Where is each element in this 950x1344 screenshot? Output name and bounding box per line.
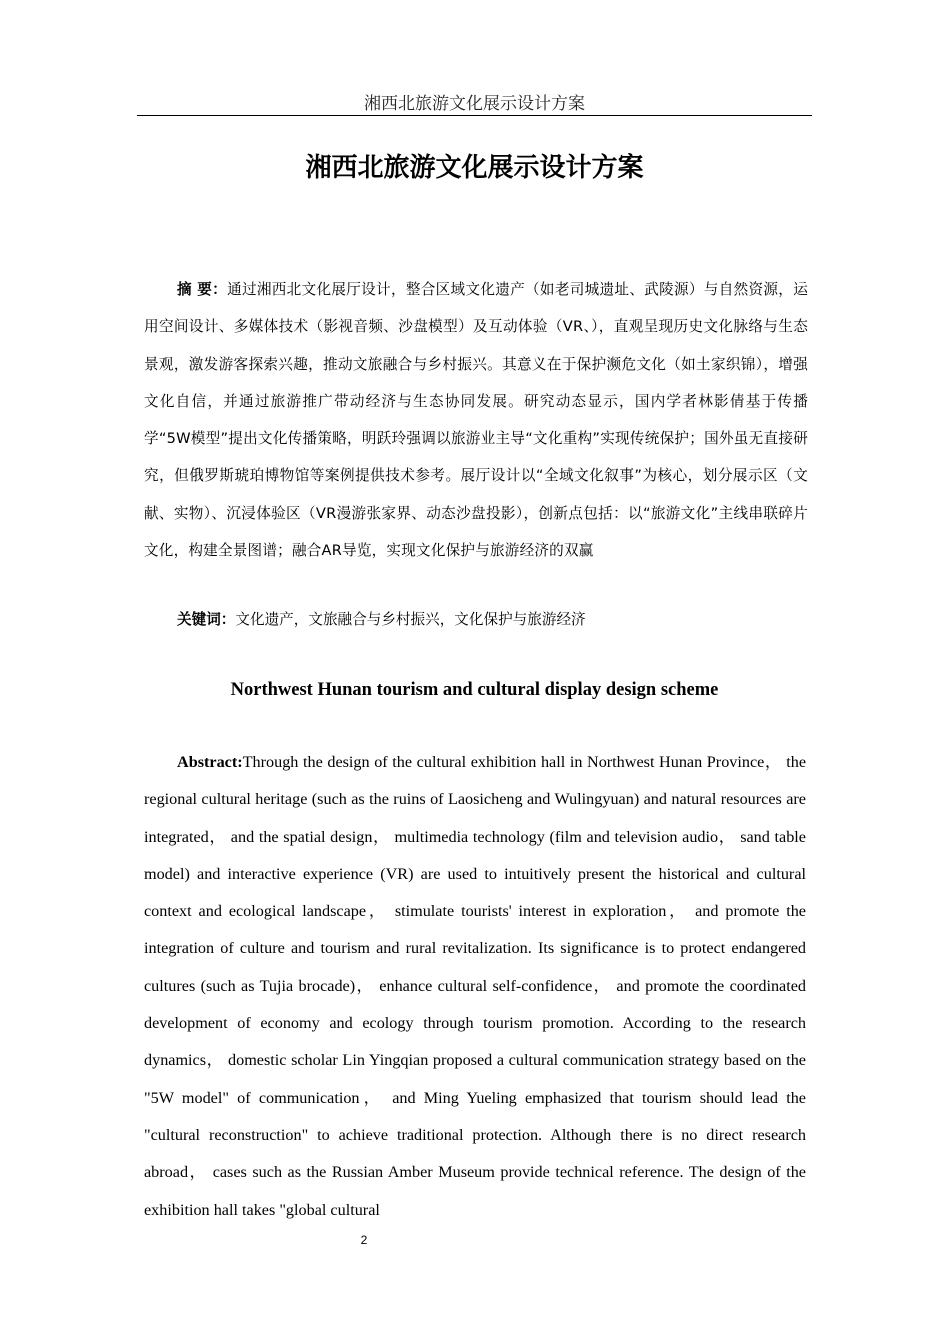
page-number: 2 [360,1233,368,1247]
page-title-chinese: 湘西北旅游文化展示设计方案 [305,153,644,183]
page-title-english: Northwest Hunan tourism and cultural display design scheme [230,680,719,700]
abstract-english [144,744,806,1229]
abstract-english-label: Abstract: [177,753,243,771]
keywords-chinese [144,601,808,638]
abstract-chinese-text: 通过湘西北文化展厅设计，整合区域文化遗产（如老司城遗址、武陵源）与自然资源，运用空间设计、多媒体技术（影视音频、沙盘模型）及互动体验（VR、），直观呈现历史文化脉络与生态景观，激发游客探索兴趣，推动文旅融合与乡村振兴。其意义在于保护濒危文化（如土家织锦），增强文化自信，并通过旅游推广带动经济与生态协同发展。研究动态显示，国内学者林影倩基于传播学“5W模型”提出文化传播策略，明跃玲强调以旅游业主导“文化重构”实现传统保护；国外虽无直接研究，但俄罗斯琥珀博物馆等案例提供技术参考。展厅设计以“全域文化叙事”为核心，划分展示区（文献、实物）、沉浸体验区（VR漫游张家界、动态沙盘投影），创新点包括：以“旅游文化”主线串联碎片文化，构建全景图谱；融合AR导览，实现文化保护与旅游经济的双赢 [144,281,808,560]
keywords-chinese-label: 关键词： [177,611,236,628]
abstract-chinese [144,271,808,569]
abstract-chinese-label: 摘 要： [177,281,228,298]
running-header: 湘西北旅游文化展示设计方案 [364,94,585,114]
header-divider [137,115,812,116]
abstract-english-text: Through the design of the cultural exhibition hall in Northwest Hunan Province， the regional cultural heritage (such as the ruins of Laosicheng and Wulingyuan) and natural resources are integrated， and the spatial design， multimedia technology (film and television audio， sand table model) and interactive experience (VR) are used to intuitively present the historical and cultural context and ecological landscape， stimulate tourists' interest in exploration， and promote the integration of culture and tourism and rural revitalization. Its significance is to protect endangered cultures (such as Tujia brocade)， enhance cultural self-confidence， and promote the coordinated development of economy and ecology through tourism promotion. According to the research dynamics， domestic scholar Lin Yingqian proposed a cultural communication strategy based on the "5W model" of communication， and Ming Yueling emphasized that tourism should lead the "cultural reconstruction" to achieve traditional protection. Although there is no direct research abroad， cases such as the Russian Amber Museum provide technical reference. The design of the exhibition hall takes "global cultural [144,753,806,1219]
keywords-chinese-text: 文化遗产，文旅融合与乡村振兴，文化保护与旅游经济 [235,611,586,628]
